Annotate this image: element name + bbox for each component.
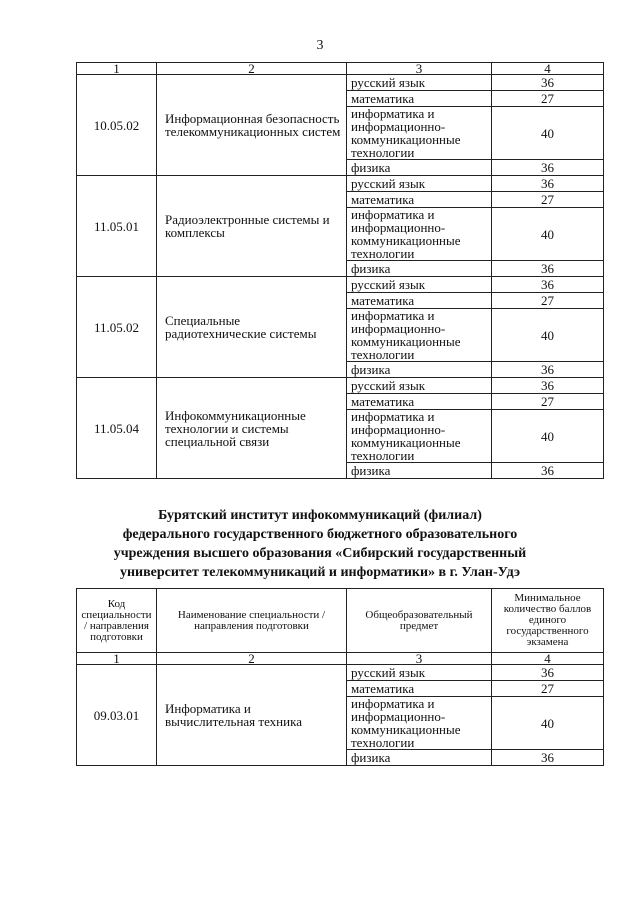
score-cell: 27 — [492, 681, 604, 697]
column-number-row — [77, 653, 604, 665]
column-number: 3 — [347, 653, 492, 665]
subject-cell: математика — [347, 394, 492, 410]
table-row — [77, 75, 604, 91]
column-number: 3 — [347, 63, 492, 75]
score-cell: 40 — [492, 410, 604, 463]
section-title-line: университет телекоммуникаций и информатики» в г. Улан-Удэ — [119, 565, 521, 580]
column-number: 4 — [492, 653, 604, 665]
section-title-line: федерального государственного бюджетного образовательного — [122, 527, 518, 542]
column-header: Минимальное количество баллов единого государственного экзамена — [492, 589, 604, 653]
score-cell: 40 — [492, 107, 604, 160]
column-header: Код специальности / направления подготовки — [77, 589, 157, 653]
subject-cell: физика — [347, 261, 492, 277]
score-cell: 40 — [492, 309, 604, 362]
column-header: Наименование специальности / направления подготовки — [157, 589, 347, 653]
column-number-row — [77, 63, 604, 75]
section-title-line: Бурятский институт инфокоммуникаций (филиал) — [158, 508, 482, 523]
score-cell: 27 — [492, 91, 604, 107]
column-header: Общеобразовательный предмет — [347, 589, 492, 653]
section-title — [0, 506, 640, 582]
specialty-code: 11.05.02 — [77, 277, 157, 378]
subject-cell: математика — [347, 681, 492, 697]
score-cell: 27 — [492, 293, 604, 309]
score-cell: 36 — [492, 75, 604, 91]
specialty-name: Информационная безопасность телекоммуникационных систем — [157, 75, 347, 176]
score-cell: 27 — [492, 394, 604, 410]
subject-cell: информатика и информационно-коммуникационные технологии — [347, 107, 492, 160]
score-cell: 36 — [492, 665, 604, 681]
branch-admission-scores-table — [76, 588, 604, 766]
table-row — [77, 176, 604, 192]
table-row — [77, 277, 604, 293]
subject-cell: физика — [347, 463, 492, 479]
score-cell: 40 — [492, 208, 604, 261]
score-cell: 36 — [492, 277, 604, 293]
column-number: 2 — [157, 63, 347, 75]
specialty-name: Радиоэлектронные системы и комплексы — [157, 176, 347, 277]
specialty-code: 11.05.04 — [77, 378, 157, 479]
subject-cell: русский язык — [347, 277, 492, 293]
score-cell: 36 — [492, 463, 604, 479]
column-number: 1 — [77, 63, 157, 75]
score-cell: 36 — [492, 750, 604, 766]
subject-cell: физика — [347, 750, 492, 766]
subject-cell: русский язык — [347, 75, 492, 91]
subject-cell: информатика и информационно-коммуникационные технологии — [347, 309, 492, 362]
specialty-code: 09.03.01 — [77, 665, 157, 766]
column-number: 2 — [157, 653, 347, 665]
subject-cell: русский язык — [347, 378, 492, 394]
subject-cell: математика — [347, 293, 492, 309]
score-cell: 36 — [492, 378, 604, 394]
score-cell: 36 — [492, 261, 604, 277]
specialty-name: Специальные радиотехнические системы — [157, 277, 347, 378]
section-title-line: учреждения высшего образования «Сибирский государственный — [113, 546, 527, 561]
subject-cell: русский язык — [347, 176, 492, 192]
column-number: 1 — [77, 653, 157, 665]
specialty-code: 11.05.01 — [77, 176, 157, 277]
table-row — [77, 665, 604, 681]
table-row — [77, 378, 604, 394]
subject-cell: математика — [347, 91, 492, 107]
subject-cell: информатика и информационно-коммуникационные технологии — [347, 697, 492, 750]
specialty-name: Информатика и вычислительная техника — [157, 665, 347, 766]
score-cell: 36 — [492, 160, 604, 176]
score-cell: 27 — [492, 192, 604, 208]
admission-scores-table — [76, 62, 604, 479]
score-cell: 40 — [492, 697, 604, 750]
subject-cell: информатика и информационно-коммуникационные технологии — [347, 208, 492, 261]
subject-cell: русский язык — [347, 665, 492, 681]
specialty-name: Инфокоммуникационные технологии и системы специальной связи — [157, 378, 347, 479]
column-number: 4 — [492, 63, 604, 75]
specialty-code: 10.05.02 — [77, 75, 157, 176]
subject-cell: информатика и информационно-коммуникационные технологии — [347, 410, 492, 463]
score-cell: 36 — [492, 176, 604, 192]
subject-cell: математика — [347, 192, 492, 208]
subject-cell: физика — [347, 160, 492, 176]
header-row — [77, 589, 604, 653]
score-cell: 36 — [492, 362, 604, 378]
subject-cell: физика — [347, 362, 492, 378]
page-number: 3 — [316, 38, 324, 53]
